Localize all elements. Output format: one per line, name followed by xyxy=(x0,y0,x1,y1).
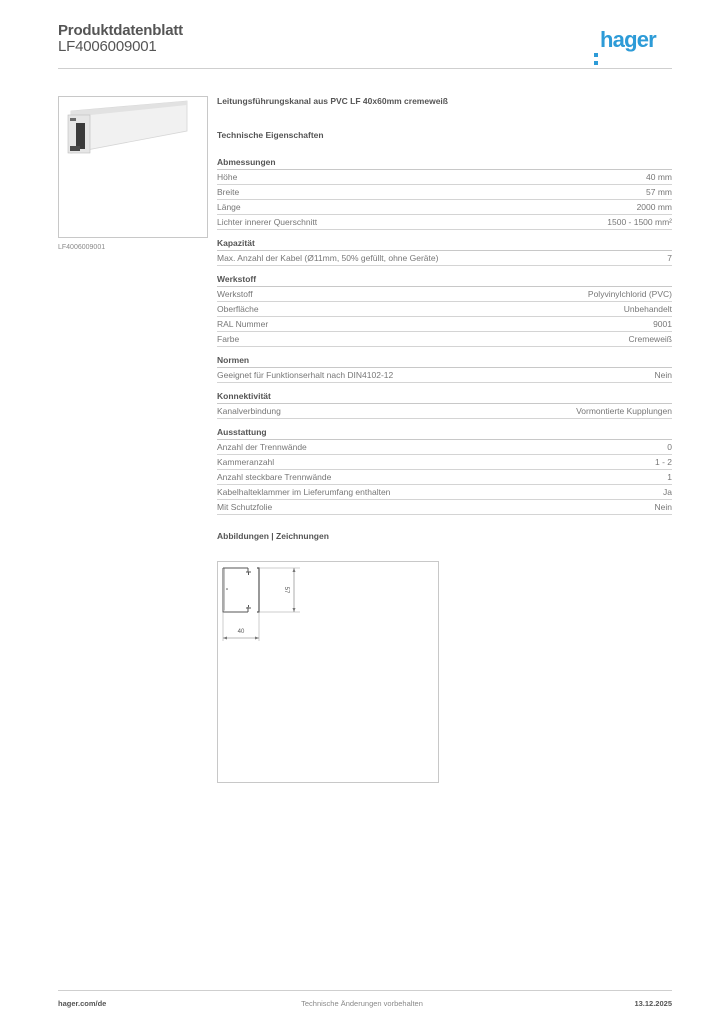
row-value: 1 - 2 xyxy=(654,457,672,467)
technical-heading: Technische Eigenschaften xyxy=(217,130,324,140)
group-kapazitaet xyxy=(217,237,672,266)
row-value: Ja xyxy=(663,487,672,497)
product-image xyxy=(58,96,208,238)
row-label: Anzahl steckbare Trennwände xyxy=(217,472,332,482)
row-label: RAL Nummer xyxy=(217,319,269,329)
footer-website-link[interactable]: hager.com/de xyxy=(58,999,107,1008)
row-label: Geeignet für Funktionserhalt nach DIN4102-12 xyxy=(217,370,394,380)
row-value: Nein xyxy=(654,502,672,512)
table-row xyxy=(217,485,672,500)
header-divider xyxy=(58,68,672,69)
table-row xyxy=(217,200,672,215)
group-title: Normen xyxy=(217,354,672,368)
row-value: Nein xyxy=(654,370,672,380)
group-ausstattung xyxy=(217,426,672,515)
row-label: Oberfläche xyxy=(217,304,259,314)
row-value: 40 mm xyxy=(646,172,672,182)
table-row xyxy=(217,368,672,383)
group-konnektivitaet xyxy=(217,390,672,419)
row-value: 9001 xyxy=(653,319,672,329)
group-werkstoff xyxy=(217,273,672,347)
cross-section-drawing-icon xyxy=(218,562,438,782)
table-row xyxy=(217,251,672,266)
group-abmessungen xyxy=(217,156,672,230)
row-label: Höhe xyxy=(217,172,238,182)
row-label: Kammeranzahl xyxy=(217,457,275,467)
row-label: Lichter innerer Querschnitt xyxy=(217,217,318,227)
table-row xyxy=(217,470,672,485)
footer-divider xyxy=(58,990,672,991)
table-row xyxy=(217,185,672,200)
table-row xyxy=(217,215,672,230)
group-normen xyxy=(217,354,672,383)
table-row xyxy=(217,332,672,347)
table-row xyxy=(217,170,672,185)
drawings-heading: Abbildungen | Zeichnungen xyxy=(217,531,329,541)
product-image-caption: LF4006009001 xyxy=(58,244,106,251)
row-label: Mit Schutzfolie xyxy=(217,502,273,512)
technical-drawing xyxy=(217,561,439,783)
row-label: Werkstoff xyxy=(217,289,253,299)
group-title: Werkstoff xyxy=(217,273,672,287)
row-value: 1 xyxy=(667,472,672,482)
row-label: Länge xyxy=(217,202,241,212)
hager-logo xyxy=(594,28,656,52)
table-row xyxy=(217,455,672,470)
group-title: Konnektivität xyxy=(217,390,672,404)
logo-text: hager xyxy=(600,27,656,52)
product-sku: LF4006009001 xyxy=(58,38,157,55)
table-row xyxy=(217,317,672,332)
table-row xyxy=(217,302,672,317)
table-row xyxy=(217,404,672,419)
row-label: Anzahl der Trennwände xyxy=(217,442,307,452)
row-value: 1500 - 1500 mm² xyxy=(607,217,672,227)
dim-width-label: 40 xyxy=(237,629,245,635)
row-value: Polyvinylchlorid (PVC) xyxy=(587,289,672,299)
row-value: 57 mm xyxy=(646,187,672,197)
row-label: Kabelhalteklammer im Lieferumfang enthalten xyxy=(217,487,391,497)
row-label: Farbe xyxy=(217,334,240,344)
row-value: Unbehandelt xyxy=(623,304,672,314)
document-title: Produktdatenblatt xyxy=(58,22,183,39)
row-label: Breite xyxy=(217,187,240,197)
group-title: Abmessungen xyxy=(217,156,672,170)
group-title: Ausstattung xyxy=(217,426,672,440)
product-name: Leitungsführungskanal aus PVC LF 40x60mm cremeweiß xyxy=(217,96,448,106)
footer-notice: Technische Änderungen vorbehalten xyxy=(301,999,423,1008)
dim-height-label: 57 xyxy=(283,586,289,594)
row-value: Cremeweiß xyxy=(628,334,672,344)
row-value: 7 xyxy=(667,253,672,263)
row-label: Max. Anzahl der Kabel (Ø11mm, 50% gefüllt, ohne Geräte) xyxy=(217,253,439,263)
table-row xyxy=(217,287,672,302)
footer-date: 13.12.2025 xyxy=(634,999,672,1008)
table-row xyxy=(217,500,672,515)
table-row xyxy=(217,440,672,455)
row-value: Vormontierte Kupplungen xyxy=(576,406,672,416)
cable-duct-photo-icon xyxy=(59,97,207,237)
row-value: 0 xyxy=(667,442,672,452)
group-title: Kapazität xyxy=(217,237,672,251)
main-content xyxy=(217,96,672,545)
row-label: Kanalverbindung xyxy=(217,406,281,416)
row-value: 2000 mm xyxy=(636,202,672,212)
